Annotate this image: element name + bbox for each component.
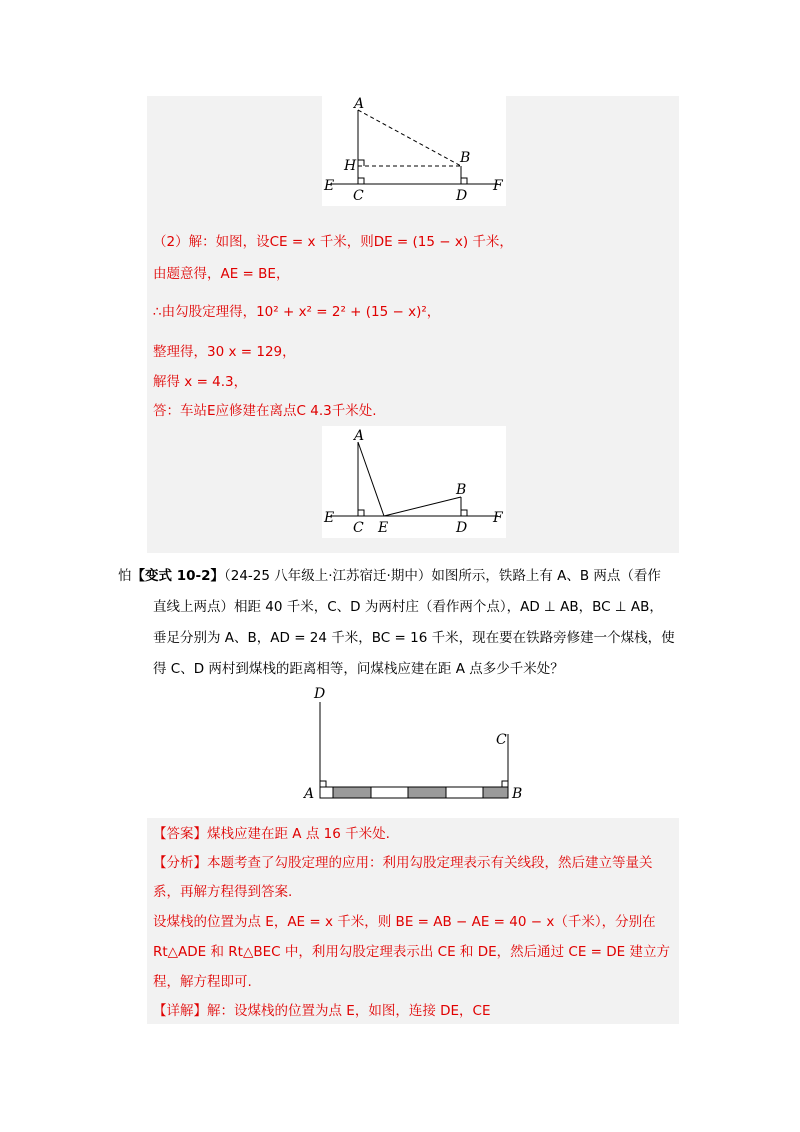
label-H: H <box>344 158 357 174</box>
label-E-left: E <box>324 510 335 526</box>
figure-2-diagram <box>322 426 506 538</box>
label-C: C <box>496 732 507 748</box>
label-A: A <box>304 786 315 802</box>
label-F: F <box>493 510 503 526</box>
analysis-line-1: 【分析】本题考查了勾股定理的应用：利用勾股定理表示有关线段，然后建立等量关 <box>153 855 653 871</box>
label-A: A <box>354 96 365 112</box>
solution-line-4: 整理得，30 x = 129， <box>153 344 296 360</box>
label-B: B <box>456 482 467 498</box>
label-B: B <box>512 786 523 802</box>
solution-line-3: ∴由勾股定理得，10² + x² = 2² + (15 − x)²， <box>153 304 441 320</box>
analysis-line-2: 系，再解方程得到答案. <box>153 884 293 900</box>
problem-line-2: 直线上两点）相距 40 千米，C、D 为两村庄（看作两个点），AD ⊥ AB，BC ⊥ AB， <box>153 599 663 615</box>
solution-line-6: 答：车站E应修建在离点C 4.3千米处. <box>153 403 377 419</box>
solution-line-2: 由题意得，AE = BE， <box>153 266 290 282</box>
problem-tag: 【变式 10-2】 <box>131 568 224 584</box>
label-D: D <box>456 520 468 536</box>
label-D: D <box>456 188 468 204</box>
analysis-line-5: 程，解方程即可. <box>153 974 252 990</box>
problem-line-1-rest: 如图所示，铁路上有 A、B 两点（看作 <box>431 568 661 584</box>
label-E: E <box>324 178 335 194</box>
solution-line-1: （2）解：如图，设CE = x 千米，则DE = (15 − x) 千米， <box>153 234 513 250</box>
figure-3-diagram <box>298 682 534 806</box>
label-D: D <box>314 686 326 702</box>
problem-source: （24-25 八年级上·江苏宿迁·期中） <box>223 568 432 584</box>
problem-prefix: 怕 <box>118 568 132 584</box>
label-B: B <box>460 150 471 166</box>
problem-line-1 <box>118 566 661 586</box>
analysis-line-4: Rt△ADE 和 Rt△BEC 中，利用勾股定理表示出 CE 和 DE，然后通过 CE = DE 建立方 <box>153 944 670 960</box>
label-F: F <box>493 178 503 194</box>
solution-line-5: 解得 x = 4.3， <box>153 374 248 390</box>
figure-1-diagram <box>322 96 506 206</box>
problem-line-3: 垂足分别为 A、B，AD = 24 千米，BC = 16 千米，现在要在铁路旁修建一个煤栈，使 <box>153 630 675 646</box>
label-C: C <box>353 520 364 536</box>
answer-line: 【答案】煤栈应建在距 A 点 16 千米处. <box>153 826 390 842</box>
label-C: C <box>353 188 364 204</box>
detail-line: 【详解】解：设煤栈的位置为点 E，如图，连接 DE，CE <box>153 1003 491 1019</box>
problem-line-4: 得 C、D 两村到煤栈的距离相等，问煤栈应建在距 A 点多少千米处？ <box>153 661 564 677</box>
label-A: A <box>354 428 365 444</box>
analysis-line-3: 设煤栈的位置为点 E，AE = x 千米，则 BE = AB − AE = 40 − x（千米），分别在 <box>153 914 656 930</box>
label-E: E <box>378 520 389 536</box>
